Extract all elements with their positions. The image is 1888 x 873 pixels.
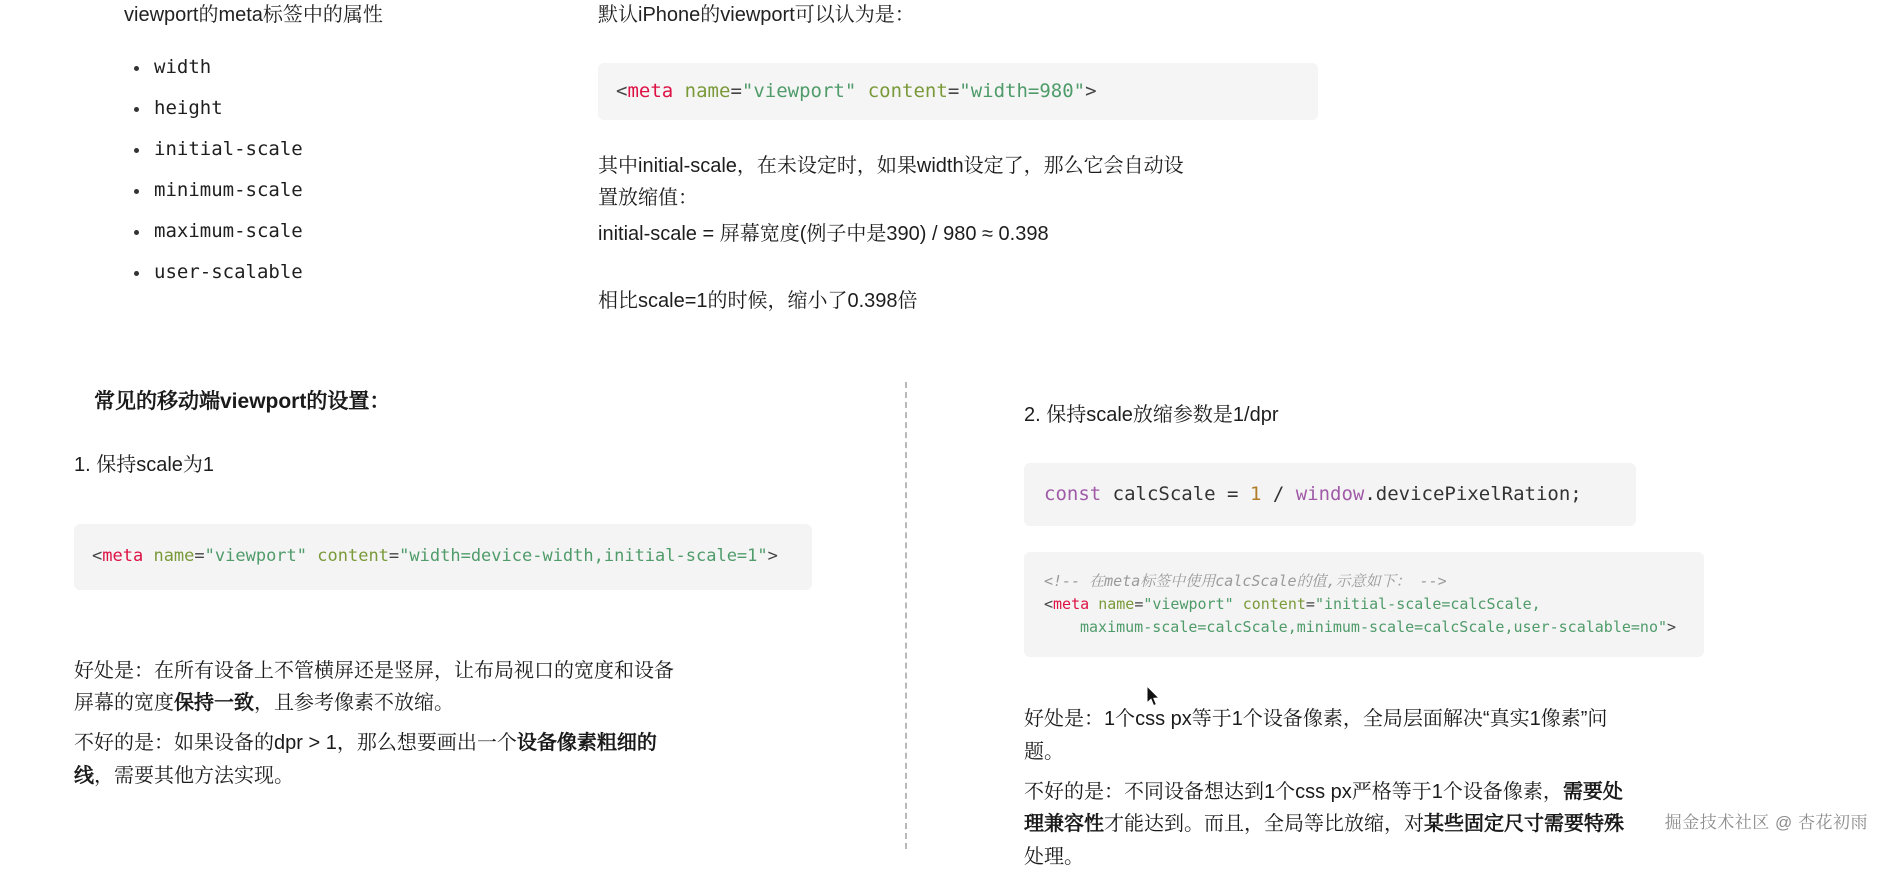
code-token-varname: calcScale xyxy=(1101,483,1228,505)
code-line-meta-continued xyxy=(1044,616,1684,639)
list-item: initial-scale xyxy=(124,138,594,160)
right-cons-text-1: 不同设备想达到1个css px严格等于1个设备像素， xyxy=(1124,781,1563,804)
right-pros-paragraph xyxy=(1024,703,1814,768)
list-item: user-scalable xyxy=(124,261,594,283)
right-cons-bold-2: 理兼容性 xyxy=(1024,813,1104,836)
code-token-number: 1 xyxy=(1249,483,1262,505)
initial-scale-formula: initial-scale = 屏幕宽度(例子中是390) / 980 ≈ 0.398 xyxy=(598,222,1049,245)
setting-item-1-title: 1. 保持scale为1 xyxy=(74,454,215,476)
left-pros-paragraph xyxy=(74,655,834,720)
code-token-close: > xyxy=(1085,80,1097,102)
code-block-calc-scale-meta xyxy=(1024,552,1704,658)
common-viewport-settings-title: 常见的移动端viewport的设置： xyxy=(94,390,391,413)
code-token-eq: = xyxy=(730,80,742,102)
right-cons-bold-3: 某些固定尺寸需要特殊 xyxy=(1424,813,1624,836)
left-cons-text-1: 如果设备的dpr > 1，那么想要画出一个 xyxy=(174,732,517,755)
code-token-eq2: = xyxy=(388,546,400,566)
code-line-meta-open xyxy=(1044,593,1684,616)
left-pros-text-2: 屏幕的宽度 xyxy=(74,691,174,714)
code-token-property: .devicePixelRation; xyxy=(1364,483,1582,505)
right-cons-bold-1: 需要处 xyxy=(1562,781,1623,804)
left-cons-bold-2: 线 xyxy=(74,764,94,787)
mouse-pointer-icon xyxy=(1147,686,1161,706)
common-viewport-settings-block xyxy=(74,385,834,792)
code-token-open: < xyxy=(1044,594,1054,613)
initial-scale-note-line2: 置放缩值： xyxy=(598,186,698,209)
code-token-slash: / xyxy=(1261,483,1296,505)
setting-item-2-title: 2. 保持scale放缩参数是1/dpr xyxy=(1024,404,1279,426)
code-token-open: < xyxy=(92,546,103,566)
code-token-value-content-part1: "initial-scale=calcScale, xyxy=(1314,594,1541,613)
right-cons-label: 不好的是： xyxy=(1024,781,1124,804)
default-viewport-block xyxy=(598,0,1318,317)
code-token-value-content: "width=device-width,initial-scale=1" xyxy=(399,546,768,566)
left-cons-paragraph xyxy=(74,727,834,792)
code-token-attr-content: content xyxy=(867,80,948,102)
code-token-window: window xyxy=(1295,483,1365,505)
code-token-attr-name: name xyxy=(1098,594,1135,613)
left-cons-text-2: ，需要其他方法实现。 xyxy=(94,764,294,787)
code-token-comment: <!-- 在meta标签中使用calcScale的值,示意如下： --> xyxy=(1044,571,1447,590)
left-pros-bold: 保持一致 xyxy=(174,691,254,714)
code-block-default-viewport xyxy=(598,63,1318,120)
code-block-calc-scale xyxy=(1024,463,1636,526)
code-token-attr-name: name xyxy=(684,80,731,102)
code-token-value-viewport: "viewport" xyxy=(1143,594,1234,613)
viewport-attributes-block xyxy=(124,0,594,302)
code-token-close: > xyxy=(1667,618,1677,636)
viewport-attributes-title: viewport的meta标签中的属性 xyxy=(124,4,383,26)
left-pros-label: 好处是： xyxy=(74,659,154,682)
scale-dpr-block xyxy=(1024,400,1814,873)
code-token-const: const xyxy=(1044,483,1102,505)
code-token-eq: = xyxy=(194,546,205,566)
code-token-value-viewport: "viewport" xyxy=(741,80,857,102)
viewport-attributes-list xyxy=(124,56,594,283)
code-token-eq: = xyxy=(1134,594,1144,613)
code-token-open: < xyxy=(616,80,628,102)
right-cons-text-2: 才能达到。而且，全局等比放缩，对 xyxy=(1104,813,1424,836)
left-pros-text-3: ，且参考像素不放缩。 xyxy=(254,691,454,714)
left-pros-text-1: 在所有设备上不管横屏还是竖屏，让布局视口的宽度和设备 xyxy=(154,659,674,682)
scale-compare-text: 相比scale=1的时候，缩小了0.398倍 xyxy=(598,289,918,312)
code-token-value-content-part2: maximum-scale=calcScale,minimum-scale=calcScale,user-scalable=no" xyxy=(1080,618,1667,636)
code-token-value-width: "width=980" xyxy=(959,80,1086,102)
left-cons-bold-1: 设备像素粗细的 xyxy=(516,732,657,755)
left-cons-label: 不好的是： xyxy=(74,732,174,755)
initial-scale-note xyxy=(598,150,1318,214)
right-pros-text-2: 题。 xyxy=(1024,740,1064,763)
list-item: height xyxy=(124,97,594,119)
code-token-eq2: = xyxy=(947,80,960,102)
code-token-eq2: = xyxy=(1305,594,1315,613)
code-token-attr-content: content xyxy=(1242,594,1306,613)
code-token-attr-content: content xyxy=(317,546,389,566)
right-pros-text-1: 1个css px等于1个设备像素，全局层面解决“真实1像素”问 xyxy=(1104,708,1608,731)
list-item: minimum-scale xyxy=(124,179,594,201)
list-item: width xyxy=(124,56,594,78)
initial-scale-note-line1: 其中initial-scale，在未设定时，如果width设定了，那么它会自动设 xyxy=(598,154,1184,177)
default-viewport-title: 默认iPhone的viewport可以认为是： xyxy=(598,4,915,26)
code-token-tag: meta xyxy=(102,546,144,566)
code-token-close: > xyxy=(767,546,778,566)
code-token-attr-name: name xyxy=(153,546,195,566)
right-cons-text-3: 处理。 xyxy=(1024,845,1084,868)
column-divider xyxy=(905,382,907,849)
code-block-scale-1 xyxy=(74,524,812,590)
code-token-assign: = xyxy=(1227,483,1250,505)
right-pros-label: 好处是： xyxy=(1024,708,1104,731)
code-token-tag: meta xyxy=(627,80,674,102)
list-item: maximum-scale xyxy=(124,220,594,242)
watermark: 掘金技术社区 @ 杏花初雨 xyxy=(1664,813,1868,832)
code-token-tag: meta xyxy=(1053,594,1090,613)
code-token-value-viewport: "viewport" xyxy=(204,546,308,566)
